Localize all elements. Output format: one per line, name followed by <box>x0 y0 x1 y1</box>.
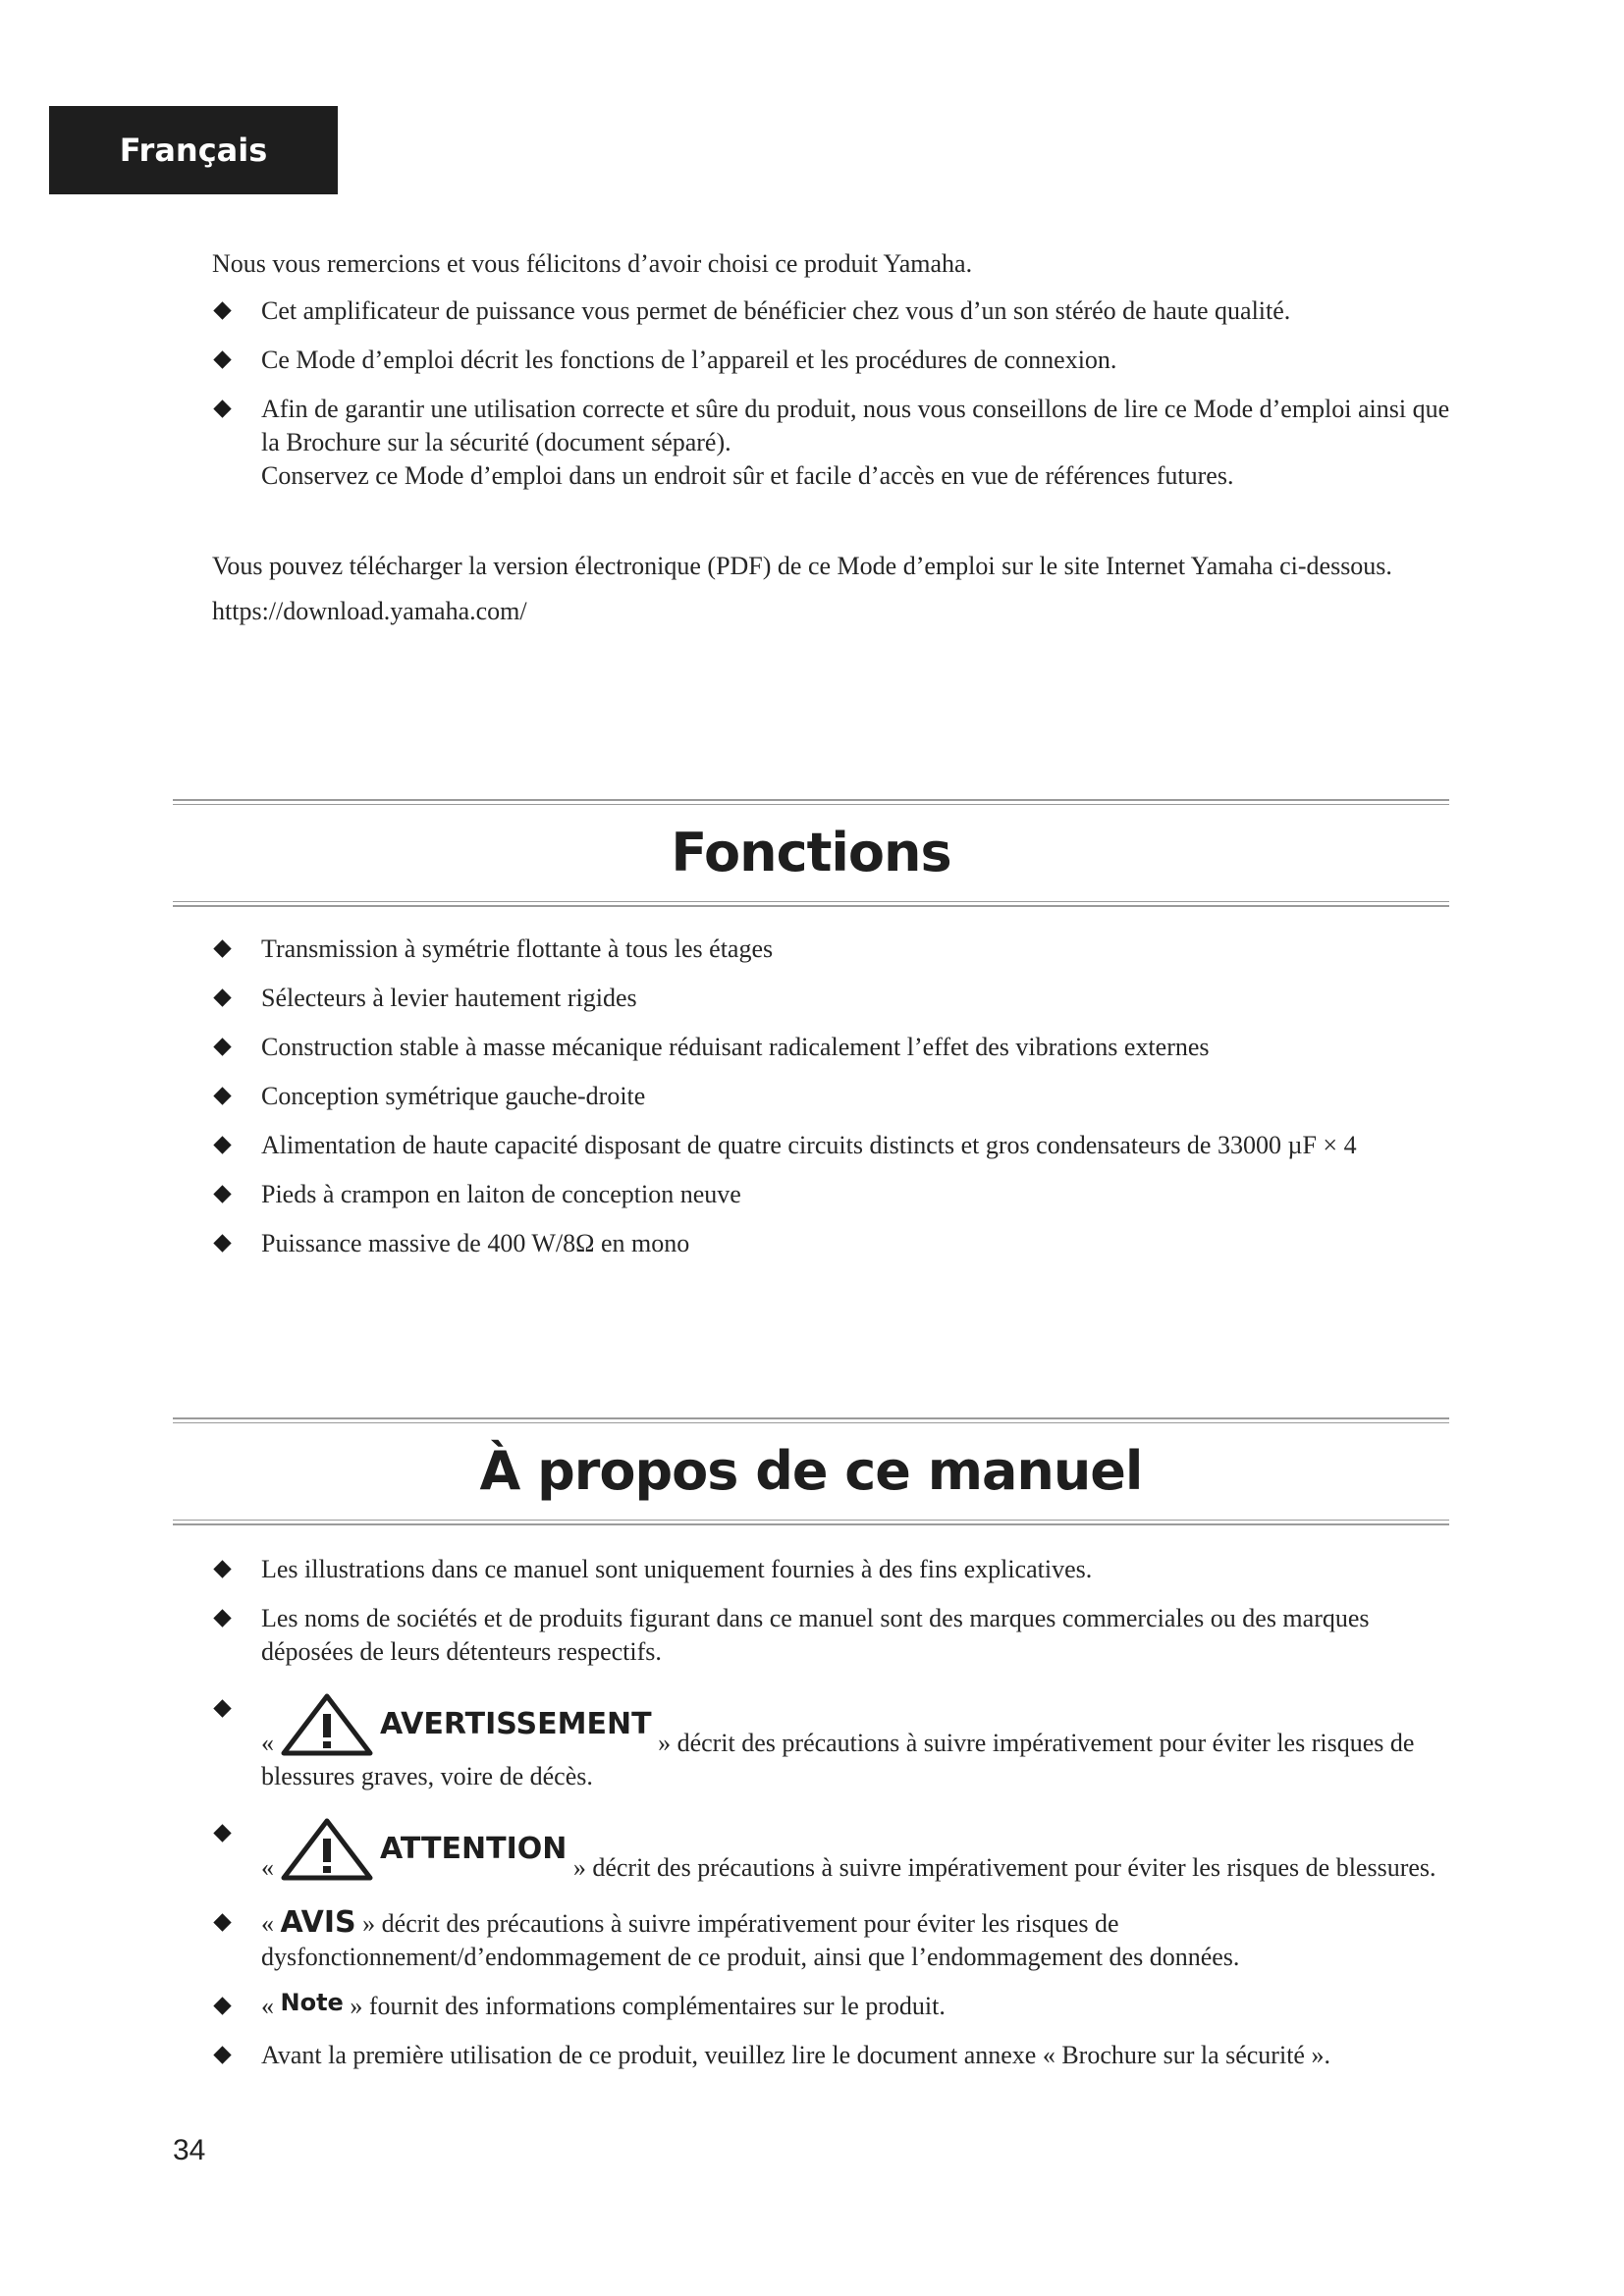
divider <box>173 1520 1449 1525</box>
list-item-text: Ce Mode d’emploi décrit les fonctions de l’appareil et les procédures de connexion. <box>261 346 1117 374</box>
diamond-bullet-icon <box>213 1234 231 1252</box>
list-item-text: Puissance massive de 400 W/8Ω en mono <box>261 1229 690 1257</box>
list-item-text: Transmission à symétrie flottante à tous les étages <box>261 934 774 963</box>
download-text: Vous pouvez télécharger la version électronique (PDF) de ce Mode d’emploi sur le site Internet Yamaha ci-dessous. <box>212 552 1392 580</box>
caution-keyword: ATTENTION <box>380 1832 568 1866</box>
list-item <box>212 2039 1451 2072</box>
diamond-bullet-icon <box>213 1824 231 1842</box>
list-item <box>212 294 1451 328</box>
features-list-block <box>212 933 1451 1276</box>
warning-label <box>274 1692 652 1757</box>
list-item-text: Les illustrations dans ce manuel sont uniquement fournies à des fins explicatives. <box>261 1555 1093 1583</box>
list-item <box>212 1227 1451 1260</box>
close-quote: » <box>658 1729 672 1757</box>
list-item <box>212 1031 1451 1064</box>
intro-block <box>212 247 1451 640</box>
diamond-bullet-icon <box>213 350 231 368</box>
diamond-bullet-icon <box>213 400 231 417</box>
list-item <box>212 982 1451 1015</box>
list-item-text: fournit des informations complémentaires sur le produit. <box>368 1992 946 2020</box>
diamond-bullet-icon <box>213 1913 231 1931</box>
page-number: 34 <box>173 2134 206 2166</box>
list-item-text: Pieds à crampon en laiton de conception neuve <box>261 1180 741 1208</box>
open-quote: « <box>261 1992 274 2020</box>
list-item-text: décrit des précautions à suivre impérativement pour éviter les risques de dysfonctionnement/d’endommagement de ce produit, ainsi que l’endommagement des données. <box>261 1909 1240 1971</box>
close-quote: » <box>572 1853 586 1882</box>
features-heading-block <box>173 799 1449 907</box>
features-heading: Fonctions <box>671 822 951 883</box>
manual-list <box>212 1553 1451 2072</box>
open-quote: « <box>261 1729 274 1757</box>
diamond-bullet-icon <box>213 2046 231 2063</box>
list-item-text: Afin de garantir une utilisation correcte et sûre du produit, nous vous conseillons de lire ce Mode d’emploi ainsi que la Brochure sur la sécurité (document séparé). <box>261 395 1450 456</box>
list-item <box>212 1906 1451 1974</box>
list-item-text: Alimentation de haute capacité disposant de quatre circuits distincts et gros condensateurs de 33000 µF × 4 <box>261 1131 1357 1159</box>
list-item-text: décrit des précautions à suivre impérativement pour éviter les risques de blessures. <box>592 1853 1436 1882</box>
download-url[interactable]: https://download.yamaha.com/ <box>212 597 527 625</box>
list-item <box>212 344 1451 377</box>
features-list <box>212 933 1451 1260</box>
list-item <box>212 1129 1451 1162</box>
list-item <box>212 1990 1451 2023</box>
diamond-bullet-icon <box>213 1560 231 1577</box>
list-item-text: Avant la première utilisation de ce produit, veuillez lire le document annexe « Brochure sur la sécurité ». <box>261 2041 1330 2069</box>
close-quote: » <box>362 1909 376 1938</box>
manual-heading: À propos de ce manuel <box>479 1440 1143 1502</box>
manual-list-block <box>212 1553 1451 2088</box>
diamond-bullet-icon <box>213 1087 231 1104</box>
warning-keyword: AVERTISSEMENT <box>380 1707 652 1741</box>
diamond-bullet-icon <box>213 1185 231 1202</box>
list-item <box>212 1553 1451 1586</box>
warning-triangle-icon <box>280 1692 374 1757</box>
diamond-bullet-icon <box>213 1136 231 1153</box>
diamond-bullet-icon <box>213 1997 231 2014</box>
intro-thanks: Nous vous remercions et vous félicitons d’avoir choisi ce produit Yamaha. <box>212 249 973 278</box>
open-quote: « <box>261 1909 274 1938</box>
diamond-bullet-icon <box>213 988 231 1006</box>
note-keyword: Note <box>280 1989 344 2016</box>
list-item-text: Construction stable à masse mécanique réduisant radicalement l’effet des vibrations externes <box>261 1033 1210 1061</box>
download-block <box>212 550 1451 628</box>
caution-label <box>274 1817 567 1882</box>
list-item-text: décrit des précautions à suivre impérativement pour éviter les risques de blessures graves, voire de décès. <box>261 1729 1415 1790</box>
list-item-text: Cet amplificateur de puissance vous permet de bénéficier chez vous d’un son stéréo de haute qualité. <box>261 296 1291 325</box>
divider <box>173 901 1449 907</box>
diamond-bullet-icon <box>213 1038 231 1055</box>
diamond-bullet-icon <box>213 1609 231 1627</box>
manual-heading-block <box>173 1417 1449 1525</box>
open-quote: « <box>261 1853 274 1882</box>
list-item <box>212 1080 1451 1113</box>
list-item <box>212 1692 1451 1793</box>
language-tab: Français <box>49 106 338 194</box>
list-item-text: Conception symétrique gauche-droite <box>261 1082 646 1110</box>
intro-bullet-list <box>212 294 1451 493</box>
list-item <box>212 1602 1451 1669</box>
list-item <box>212 1178 1451 1211</box>
close-quote: » <box>350 1992 363 2020</box>
diamond-bullet-icon <box>213 939 231 957</box>
notice-keyword: AVIS <box>280 1905 356 1940</box>
list-item <box>212 933 1451 966</box>
list-item-text: Les noms de sociétés et de produits figurant dans ce manuel sont des marques commerciales ou des marques déposées de leurs détenteurs respectifs. <box>261 1604 1370 1666</box>
list-item-text: Sélecteurs à levier hautement rigides <box>261 984 637 1012</box>
list-item <box>212 1817 1451 1885</box>
warning-triangle-icon <box>280 1817 374 1882</box>
diamond-bullet-icon <box>213 301 231 319</box>
list-item-text: Conservez ce Mode d’emploi dans un endroit sûr et facile d’accès en vue de références futures. <box>261 461 1234 490</box>
list-item <box>212 393 1451 493</box>
diamond-bullet-icon <box>213 1699 231 1717</box>
